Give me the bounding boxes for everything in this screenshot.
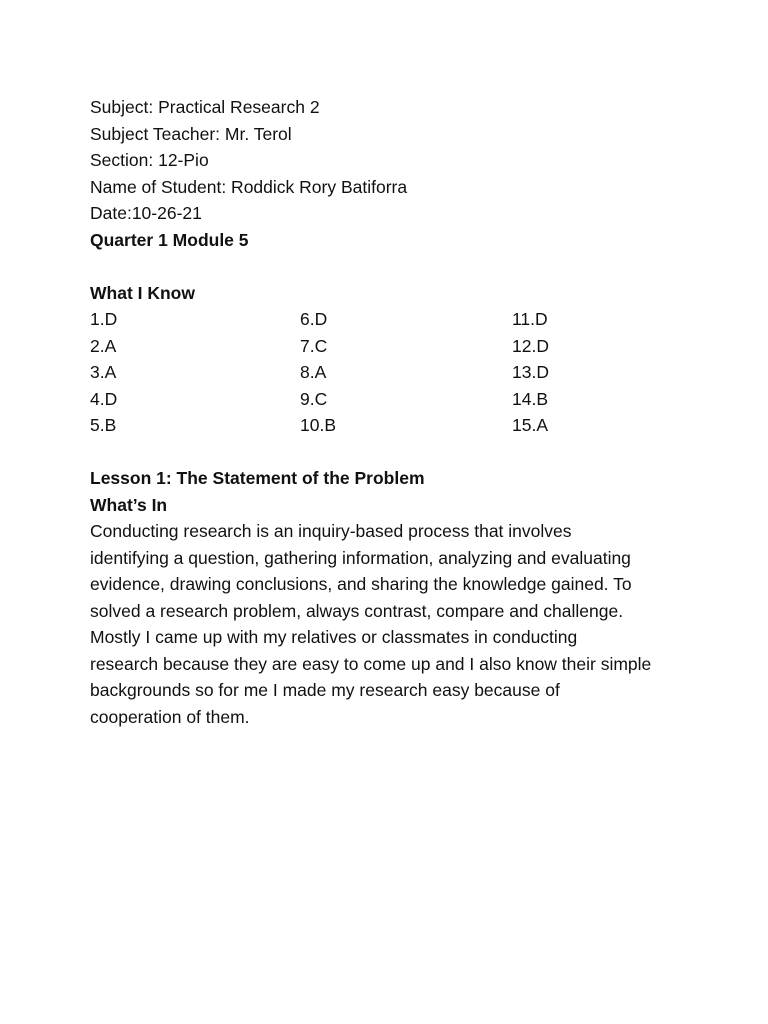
answer-item: 3.A [90, 362, 117, 382]
answer-grid [90, 306, 690, 439]
paragraph-line: identifying a question, gathering information, analyzing and evaluating [90, 547, 631, 568]
answer-item: 9.C [300, 388, 328, 409]
answer-item: 8.A [300, 362, 327, 382]
subject-line: Subject: Practical Research 2 [90, 97, 320, 117]
whats-in-paragraph [90, 518, 682, 730]
section-line: Section: 12-Pio [90, 150, 209, 170]
answer-item: 7.C [300, 335, 328, 356]
paragraph-line: Mostly I came up with my relatives or classmates in conducting [90, 627, 578, 647]
paragraph-line: Conducting research is an inquiry-based process that involves [90, 521, 572, 541]
answer-item: 10.B [300, 415, 336, 435]
date-line: Date:10-26-21 [90, 203, 202, 223]
paragraph-line: backgrounds so for me I made my research easy because of [90, 680, 560, 700]
answer-item: 5.B [90, 415, 117, 435]
answer-item: 14.B [512, 388, 548, 409]
answer-item: 4.D [90, 388, 118, 409]
answer-item: 2.A [90, 335, 117, 356]
answer-item: 12.D [512, 335, 549, 356]
lesson-title: Lesson 1: The Statement of the Problem [90, 468, 425, 488]
document-page [90, 94, 690, 730]
answer-item: 11.D [512, 309, 548, 329]
paragraph-line: research because they are easy to come up and I also know their simple [90, 653, 652, 674]
what-i-know-heading: What I Know [90, 282, 195, 303]
whats-in-heading: What’s In [90, 494, 168, 515]
paragraph-line: cooperation of them. [90, 706, 250, 727]
teacher-line: Subject Teacher: Mr. Terol [90, 123, 292, 144]
answer-item: 1.D [90, 309, 118, 329]
spacer [90, 253, 690, 280]
student-name-line: Name of Student: Roddick Rory Batiforra [90, 176, 408, 197]
answer-item: 15.A [512, 415, 548, 435]
paragraph-line: evidence, drawing conclusions, and sharing the knowledge gained. To [90, 574, 632, 594]
paragraph-line: solved a research problem, always contrast, compare and challenge. [90, 600, 624, 621]
answer-item: 6.D [300, 309, 328, 329]
module-heading: Quarter 1 Module 5 [90, 229, 249, 250]
answer-item: 13.D [512, 362, 549, 382]
spacer [90, 439, 690, 466]
